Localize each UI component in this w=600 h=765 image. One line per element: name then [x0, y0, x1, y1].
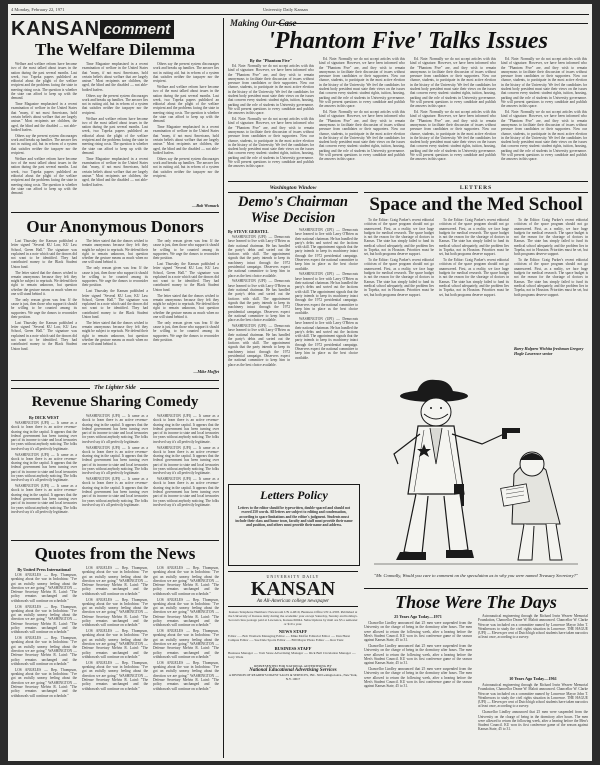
donors-col-1: Last Thursday the Kansan published a letter signed "Several KU Law, KU Law School, Green Hall." The signature was explained in a note which said the donors did not want to be identified. They had contributed money to the Black Student Union fund. The letter stated that the donors wished to remain anonymous because they felt they might be subject to reprisals. We defend their right to remain unknown, but question whether the gesture means as much when no one will stand behind it. The only reason given was fear. If the cause is just, then those who support it should be willing to be counted among its supporters. We urge the donors to reconsider their position. Last Thursday the Kansan published a letter signed "Several KU Law, KU Law School, Green Hall." The signature was explained in a note which said the donors did not want to be identified. They had contributed money to the Black Student Union fund. [11, 239, 77, 351]
space-title: Space and the Med School [369, 194, 583, 215]
washwindow-title: Demo's Chairman Wise Decision [238, 194, 348, 226]
washwindow-col-1: WASHINGTON (UPI) — Democrats have learned to live with Larry O'Brien as their national chairman. He has handled the party's debts and sorted out the factions with skill. The appointment signals that the party intends to keep its machinery intact through the 1972 presidential campaign. Observers expect the national committee to keep him in place as the best choice available. WASHINGTON (UPI) — Democrats have learned to live with Larry O'Brien as their national chairman. He has handled the party's debts and sorted out the factions with skill. The appointment signals that the party intends to keep its machinery intact through the 1972 presidential campaign. Observers expect the national committee to keep him in place as the best choice available. WASHINGTON (UPI) — Democrats have learned to live with Larry O'Brien as their national chairman. He has handled the party's debts and sorted out the factions with skill. The appointment signals that the party intends to keep its machinery intact through the 1972 presidential campaign. Observers expect the national committee to keep him in place as the best choice available. [228, 235, 290, 367]
welfare-title: The Welfare Dilemma [35, 40, 195, 59]
letters-policy-headline: Letters Policy [260, 488, 328, 502]
top-rule [11, 14, 589, 15]
space-label: LETTERS [364, 185, 588, 193]
quotes-title: Quotes from the News [34, 544, 196, 563]
welfare-signature: —Bob Womack [192, 203, 219, 208]
lighter-col-3: WASHINGTON (UPI) — It came as a shock to learn there is an active revenue-sharing ring in the capital. It appears that the federal government has been turning over part of its income to state and local treasuries for years without anybody noticing. The folks involved say it's all perfectly legitimate. WASHINGTON (UPI) — It came as a shock to learn there is an active revenue-sharing ring in the capital. It appears that the federal government has been turning over part of its income to state and local treasuries for years without anybody noticing. The folks involved say it's all perfectly legitimate. WASHINGTON (UPI) — It came as a shock to learn there is an active revenue-sharing ring in the capital. It appears that the federal government has been turning over part of its income to state and local treasuries for years without anybody noticing. The folks involved say it's all perfectly legitimate. [153, 414, 219, 507]
phantom-headline-block [228, 28, 588, 55]
donors-title: Our Anonymous Donors [26, 217, 204, 236]
business-staff-heading: BUSINESS STAFF [274, 645, 312, 651]
masthead-comment: comment [100, 20, 175, 39]
washwindow-label-block [228, 185, 358, 193]
washwindow-byline: By STEVE GERSTEL [228, 229, 269, 234]
donors-col-2: The letter stated that the donors wished to remain anonymous because they felt they might be subject to reprisals. We defend their right to remain unknown, but question whether the gesture means as much when no one will stand behind it. The only reason given was fear. If the cause is just, then those who support it should be willing to be counted among its supporters. We urge the donors to reconsider their position. Last Thursday the Kansan published a letter signed "Several KU Law, KU Law School, Green Hall." The signature was explained in a note which said the donors did not want to be identified. They had contributed money to the Black Student Union fund. The letter stated that the donors wished to remain anonymous because they felt they might be subject to reprisals. We defend their right to remain unknown, but question whether the gesture means as much when no one will stand behind it. [82, 239, 148, 347]
quotes-col-2: LOS ANGELES — Rep. Thompson, speaking about the war in Indochina: "I've got an awfully uneasy feeling about the direction we are going." WASHINGTON — Defense Secretary Melvin R. Laird: "The policy remains unchanged and the withdrawals will continue on schedule." LOS ANGELES — Rep. Thompson, speaking about the war in Indochina: "I've got an awfully uneasy feeling about the direction we are going." WASHINGTON — Defense Secretary Melvin R. Laird: "The policy remains unchanged and the withdrawals will continue on schedule." LOS ANGELES — Rep. Thompson, speaking about the war in Indochina: "I've got an awfully uneasy feeling about the direction we are going." WASHINGTON — Defense Secretary Melvin R. Laird: "The policy remains unchanged and the withdrawals will continue on schedule." LOS ANGELES — Rep. Thompson, speaking about the war in Indochina: "I've got an awfully uneasy feeling about the direction we are going." WASHINGTON — Defense Secretary Melvin R. Laird: "The policy remains unchanged and the withdrawals will continue on schedule." [82, 566, 148, 691]
those-col-3: Astronautical engineering through the Richard Irwin Weaver Memorial Foundation, Chancellor Deane W. Malott announced. Chancellor W. Clarke Wescoe was included on a committee named by Lawrence Mayor John T. Weatherwax to study the civil rights situation in Lawrence. THE HAGUE (UPI) — Eleven per cent of Dutch high school students have taken narcotics at least once, according to a survey. Chancellor Lindley announced that 25 men were suspended from the University on the charge of being in the dormitory after hours. The men were allowed to return the following week, after a hearing before the Men's Student Council. KU won its first conference game of the season against Kansas State, 45 to 31. [478, 683, 588, 732]
donors-headline-block [11, 217, 219, 237]
phantom-rule [228, 181, 588, 182]
donors-signature: —Mike Moffet [193, 369, 219, 374]
welfare-col-3: Others say the present system discourages work and breaks up families. The answer lies not in cutting aid, but in reform of a system that satisfies neither the taxpayer nor the recipient. Welfare and welfare reform have become two of the most talked about issues in the nation during the past several months. Last week, two Topeka papers published an editorial about the plight of the welfare recipient and the problems facing the state in meeting rising costs. The question is whether the state can afford to keep up with the demand. Time Magazine emphasized in a recent examination of welfare in the United States that "many, if not most Americans, hold certain beliefs about welfare that are largely untrue." Most recipients are children, the aged, the blind and the disabled — not able-bodied loafers. Others say the present system discourages work and breaks up families. The answer lies not in cutting aid, but in reform of a system that satisfies neither the taxpayer nor the recipient. [153, 62, 219, 178]
those-col-1: Chancellor Lindley announced that 25 men were suspended from the University on the charge of being in the dormitory after hours. The men were allowed to return the following week, after a hearing before the Men's Student Council. KU won its first conference game of the season against Kansas State, 45 to 31. Chancellor Lindley announced that 25 men were suspended from the University on the charge of being in the dormitory after hours. The men were allowed to return the following week, after a hearing before the Men's Student Council. KU won its first conference game of the season against Kansas State, 45 to 31. Chancellor Lindley announced that 25 men were suspended from the University on the charge of being in the dormitory after hours. The men were allowed to return the following week, after a hearing before the Men's Student Council. KU won its first conference game of the season against Kansas State, 45 to 31. [364, 621, 472, 689]
lighter-title: Revenue Sharing Comedy [31, 394, 199, 410]
those-title: Those Were The Days [395, 592, 557, 612]
lighter-headline-block [11, 394, 219, 411]
lighter-side-label: The Lighter Side [94, 385, 136, 391]
quotes-col-3: LOS ANGELES — Rep. Thompson, speaking about the war in Indochina: "I've got an awfully uneasy feeling about the direction we are going." WASHINGTON — Defense Secretary Melvin R. Laird: "The policy remains unchanged and the withdrawals will continue on schedule." LOS ANGELES — Rep. Thompson, speaking about the war in Indochina: "I've got an awfully uneasy feeling about the direction we are going." WASHINGTON — Defense Secretary Melvin R. Laird: "The policy remains unchanged and the withdrawals will continue on schedule." LOS ANGELES — Rep. Thompson, speaking about the war in Indochina: "I've got an awfully uneasy feeling about the direction we are going." WASHINGTON — Defense Secretary Melvin R. Laird: "The policy remains unchanged and the withdrawals will continue on schedule." LOS ANGELES — Rep. Thompson, speaking about the war in Indochina: "I've got an awfully uneasy feeling about the direction we are going." WASHINGTON — Defense Secretary Melvin R. Laird: "The policy remains unchanged and the withdrawals will continue on schedule." [153, 566, 219, 691]
lighter-col-1: WASHINGTON (UPI) — It came as a shock to learn there is an active revenue-sharing ring in the capital. It appears that the federal government has been turning over part of its income to state and local treasuries for years without anybody noticing. The folks involved say it's all perfectly legitimate. WASHINGTON (UPI) — It came as a shock to learn there is an active revenue-sharing ring in the capital. It appears that the federal government has been turning over part of its income to state and local treasuries for years without anybody noticing. The folks involved say it's all perfectly legitimate. WASHINGTON (UPI) — It came as a shock to learn there is an active revenue-sharing ring in the capital. It appears that the federal government has been turning over part of its income to state and local treasuries for years without anybody noticing. The folks involved say it's all perfectly legitimate. [11, 421, 77, 514]
washwindow-headline-block [228, 194, 358, 226]
section-masthead [11, 18, 174, 41]
donors-rule [11, 380, 219, 381]
those-sub-2: 10 Years Ago Today—1961 [509, 676, 557, 681]
phantom-col-1: Ed. Note: Normally we do not accept articles with this kind of signature. However, we have been informed who the "Phantom Five" are, and they wish to remain anonymous to facilitate their discussion of issues without pressure from candidates or their supporters. Now our chance, students, to participate in the most active election in the history of the University. We feel the candidates for student body president must state their views on the issues that concern every student: student rights, tuition, housing, parking and the role of students in University governance. We will present questions to every candidate and publish the answers in this space. Ed. Note: Normally we do not accept articles with this kind of signature. However, we have been informed who the "Phantom Five" are, and they wish to remain anonymous to facilitate their discussion of issues without pressure from candidates or their supporters. Now our chance, students, to participate in the most active election in the history of the University. We feel the candidates for student body president must state their views on the issues that concern every student: student rights, tuition, housing, parking and the role of students in University governance. We will present questions to every candidate and publish the answers in this space. [228, 64, 314, 169]
quotes-byline: By United Press International [17, 567, 71, 572]
space-headline-block [364, 194, 588, 216]
phantom-kicker: Making Our Case [230, 18, 297, 28]
column-divider [223, 18, 224, 758]
phantom-byline: By the "Phantom Five" [249, 58, 293, 63]
quotes-col-1: LOS ANGELES — Rep. Thompson, speaking about the war in Indochina: "I've got an awfully uneasy feeling about the direction we are going." WASHINGTON — Defense Secretary Melvin R. Laird: "The policy remains unchanged and the withdrawals will continue on schedule." LOS ANGELES — Rep. Thompson, speaking about the war in Indochina: "I've got an awfully uneasy feeling about the direction we are going." WASHINGTON — Defense Secretary Melvin R. Laird: "The policy remains unchanged and the withdrawals will continue on schedule." LOS ANGELES — Rep. Thompson, speaking about the war in Indochina: "I've got an awfully uneasy feeling about the direction we are going." WASHINGTON — Defense Secretary Melvin R. Laird: "The policy remains unchanged and the withdrawals will continue on schedule." LOS ANGELES — Rep. Thompson, speaking about the war in Indochina: "I've got an awfully uneasy feeling about the direction we are going." WASHINGTON — Defense Secretary Melvin R. Laird: "The policy remains unchanged and the withdrawals will continue on schedule." [11, 573, 77, 698]
space-col-1: To the Editor: Craig Parker's recent editorial criticism of the space program should not go unanswered. First, as a reality, we face huge budgets for medical research. The space budget is not the reason for the shortage of doctors in Kansas. The state has simply failed to fund its medical school adequately, and the problem lies in Topeka, not in Houston. Priorities must be set, but both programs deserve support. To the Editor: Craig Parker's recent editorial criticism of the space program should not go unanswered. First, as a reality, we face huge budgets for medical research. The space budget is not the reason for the shortage of doctors in Kansas. The state has simply failed to fund its medical school adequately, and the problem lies in Topeka, not in Houston. Priorities must be set, but both programs deserve support. [364, 218, 434, 297]
statement-tagline: An All-American college newspaper [228, 599, 358, 607]
welfare-col-2: Time Magazine emphasized in a recent examination of welfare in the United States that "many, if not most Americans, hold certain beliefs about welfare that are largely untrue." Most recipients are children, the aged, the blind and the disabled — not able-bodied loafers. Others say the present system discourages work and breaks up families. The answer lies not in cutting aid, but in reform of a system that satisfies neither the taxpayer nor the recipient. Welfare and welfare reform have become two of the most talked about issues in the nation during the past several months. Last week, two Topeka papers published an editorial about the plight of the welfare recipient and the problems facing the state in meeting rising costs. The question is whether the state can afford to keep up with the demand. Time Magazine emphasized in a recent examination of welfare in the United States that "many, if not most Americans, hold certain beliefs about welfare that are largely untrue." Most recipients are children, the aged, the blind and the disabled — not able-bodied loafers. [82, 62, 148, 187]
statement-info: Kansas Telephone Numbers: Newsroom UN 4-4810, Business Office UN 4-4358. Published at the University of Kansas daily during the academic year except Saturday, Sunday and holidays. Second class postage paid at Lawrence, Kansas 66044. Subscriptions by mail are $5 a semester or $10 a year. [228, 610, 358, 626]
donors-col-3: The only reason given was fear. If the cause is just, then those who support it should be willing to be counted among its supporters. We urge the donors to reconsider their position. Last Thursday the Kansan published a letter signed "Several KU Law, KU Law School, Green Hall." The signature was explained in a note which said the donors did not want to be identified. They had contributed money to the Black Student Union fund. The letter stated that the donors wished to remain anonymous because they felt they might be subject to reprisals. We defend their right to remain unknown, but question whether the gesture means as much when no one will stand behind it. The only reason given was fear. If the cause is just, then those who support it should be willing to be counted among its supporters. We urge the donors to reconsider their position. [153, 239, 219, 343]
space-signatures: Barry Halpern Wichita freshman Gregory Hogle Lawrence senior [514, 346, 584, 356]
those-headline-block [364, 592, 588, 613]
business-staff-list: Business Manager ..... Tom Stone Advertising Manager ..... Rick Bell Circulation Manager ..... Gary Wade [228, 650, 357, 660]
statement-label: UNIVERSITY DAILY [228, 571, 358, 579]
phantom-col-3: Ed. Note: Normally we do not accept articles with this kind of signature. However, we have been informed who the "Phantom Five" are, and they wish to remain anonymous to facilitate their discussion of issues without pressure from candidates or their supporters. Now our chance, students, to participate in the most active election in the history of the University. We feel the candidates for student body president must state their views on the issues that concern every student: student rights, tuition, housing, parking and the role of students in University governance. We will present questions to every candidate and publish the answers in this space. Ed. Note: Normally we do not accept articles with this kind of signature. However, we have been informed who the "Phantom Five" are, and they wish to remain anonymous to facilitate their discussion of issues without pressure from candidates or their supporters. Now our chance, students, to participate in the most active election in the history of the University. We feel the candidates for student body president must state their views on the issues that concern every student: student rights, tuition, housing, parking and the role of students in University governance. We will present questions to every candidate and publish the answers in this space. [410, 57, 496, 162]
those-sub-1: 25 Years Ago Today—1971 [394, 614, 442, 619]
cartoon-caption: "Mr. Connally, Would you care to comment on the speculation as to why you were named Treasury Secretary?" [374, 573, 578, 578]
rep-address: A DIVISION OF READER'S DIGEST SALES & SERVICES, INC. 360 Lexington Ave., New York, N.Y. 10017 [228, 672, 358, 681]
rep-label: REPRESENTED FOR NATIONAL ADVERTISING BY [254, 663, 332, 668]
letters-policy-box [228, 484, 360, 566]
space-col-2: To the Editor: Craig Parker's recent editorial criticism of the space program should not go unanswered. First, as a reality, we face huge budgets for medical research. The space budget is not the reason for the shortage of doctors in Kansas. The state has simply failed to fund its medical school adequately, and the problem lies in Topeka, not in Houston. Priorities must be set, but both programs deserve support. To the Editor: Craig Parker's recent editorial criticism of the space program should not go unanswered. First, as a reality, we face huge budgets for medical research. The space budget is not the reason for the shortage of doctors in Kansas. The state has simply failed to fund its medical school adequately, and the problem lies in Topeka, not in Houston. Priorities must be set, but both programs deserve support. [439, 218, 509, 297]
news-staff-heading: NEWS STAFF [278, 629, 308, 634]
phantom-col-2: Ed. Note: Normally we do not accept articles with this kind of signature. However, we have been informed who the "Phantom Five" are, and they wish to remain anonymous to facilitate their discussion of issues without pressure from candidates or their supporters. Now our chance, students, to participate in the most active election in the history of the University. We feel the candidates for student body president must state their views on the issues that concern every student: student rights, tuition, housing, parking and the role of students in University governance. We will present questions to every candidate and publish the answers in this space. Ed. Note: Normally we do not accept articles with this kind of signature. However, we have been informed who the "Phantom Five" are, and they wish to remain anonymous to facilitate their discussion of issues without pressure from candidates or their supporters. Now our chance, students, to participate in the most active election in the history of the University. We feel the candidates for student body president must state their views on the issues that concern every student: student rights, tuition, housing, parking and the role of students in University governance. We will present questions to every candidate and publish the answers in this space. [319, 57, 405, 162]
washwindow-col-2: WASHINGTON (UPI) — Democrats have learned to live with Larry O'Brien as their national chairman. He has handled the party's debts and sorted out the factions with skill. The appointment signals that the party intends to keep its machinery intact through the 1972 presidential campaign. Observers expect the national committee to keep him in place as the best choice available. WASHINGTON (UPI) — Democrats have learned to live with Larry O'Brien as their national chairman. He has handled the party's debts and sorted out the factions with skill. The appointment signals that the party intends to keep its machinery intact through the 1972 presidential campaign. Observers expect the national committee to keep him in place as the best choice available. WASHINGTON (UPI) — Democrats have learned to live with Larry O'Brien as their national chairman. He has handled the party's debts and sorted out the factions with skill. The appointment signals that the party intends to keep its machinery intact through the 1972 presidential campaign. Observers expect the national committee to keep him in place as the best choice available. [295, 228, 358, 360]
welfare-rule [11, 212, 219, 213]
rep-name: National Educational Advertising Services [249, 667, 337, 673]
kicker-rule [276, 23, 588, 24]
lighter-col-2: WASHINGTON (UPI) — It came as a shock to learn there is an active revenue-sharing ring in the capital. It appears that the federal government has been turning over part of its income to state and local treasuries for years without anybody noticing. The folks involved say it's all perfectly legitimate. WASHINGTON (UPI) — It came as a shock to learn there is an active revenue-sharing ring in the capital. It appears that the federal government has been turning over part of its income to state and local treasuries for years without anybody noticing. The folks involved say it's all perfectly legitimate. WASHINGTON (UPI) — It came as a shock to learn there is an active revenue-sharing ring in the capital. It appears that the federal government has been turning over part of its income to state and local treasuries for years without anybody noticing. The folks involved say it's all perfectly legitimate. [82, 414, 148, 507]
space-col-3: To the Editor: Craig Parker's recent editorial criticism of the space program should not go unanswered. First, as a reality, we face huge budgets for medical research. The space budget is not the reason for the shortage of doctors in Kansas. The state has simply failed to fund its medical school adequately, and the problem lies in Topeka, not in Houston. Priorities must be set, but both programs deserve support. To the Editor: Craig Parker's recent editorial criticism of the space program should not go unanswered. First, as a reality, we face huge budgets for medical research. The space budget is not the reason for the shortage of doctors in Kansas. The state has simply failed to fund its medical school adequately, and the problem lies in Topeka, not in Houston. Priorities must be set, but both programs deserve support. [514, 218, 588, 297]
newspaper-page [8, 4, 592, 761]
folio: 4 Monday, February 22, 1971 [11, 7, 65, 12]
phantom-col-4: Ed. Note: Normally we do not accept articles with this kind of signature. However, we have been informed who the "Phantom Five" are, and they wish to remain anonymous to facilitate their discussion of issues without pressure from candidates or their supporters. Now our chance, students, to participate in the most active election in the history of the University. We feel the candidates for student body president must state their views on the issues that concern every student: student rights, tuition, housing, parking and the role of students in University governance. We will present questions to every candidate and publish the answers in this space. Ed. Note: Normally we do not accept articles with this kind of signature. However, we have been informed who the "Phantom Five" are, and they wish to remain anonymous to facilitate their discussion of issues without pressure from candidates or their supporters. Now our chance, students, to participate in the most active election in the history of the University. We feel the candidates for student body president must state their views on the issues that concern every student: student rights, tuition, housing, parking and the role of students in University governance. We will present questions to every candidate and publish the answers in this space. [501, 57, 587, 162]
welfare-headline-block [11, 40, 219, 60]
lighter-byline: By DICK WEST [29, 415, 59, 420]
masthead-kansan: KANSAN [11, 18, 100, 40]
lighter-rule [11, 540, 219, 541]
statement-box [228, 571, 358, 757]
letters-policy-text: Letters to the editor should be typewritten, double-spaced and should not exceed 250 words. All letters are subject to editing and condensation, according to space limitations and the editor's judgment. Students must include their class and home town, faculty and staff must provide their name and position, and others must provide their name and address. [235, 506, 353, 528]
space-label-block [364, 185, 588, 193]
paper-name: University Daily Kansan [263, 7, 308, 12]
news-staff-list: Editor ..... Bob Womack Managing Editor ..... Mike Moffet Editorial Editor ..... Dan Hurst Campus Editor ..... Sue Dale Sports Editor ..... Bill Mayer Photo Editor ..... Ron Tietz [228, 634, 351, 643]
editorial-cartoon [364, 374, 588, 572]
those-col-2: Astronautical engineering through the Richard Irwin Weaver Memorial Foundation, Chancellor Deane W. Malott announced. Chancellor W. Clarke Wescoe was included on a committee named by Lawrence Mayor John T. Weatherwax to study the civil rights situation in Lawrence. THE HAGUE (UPI) — Eleven per cent of Dutch high school students have taken narcotics at least once, according to a survey. [478, 614, 588, 640]
quotes-headline-block [11, 544, 219, 564]
statement-name: KANSAN [250, 578, 336, 600]
cartoon-drawing [364, 374, 588, 572]
washwindow-label: Washington Window [228, 185, 358, 193]
phantom-title: 'Phantom Five' Talks Issues [268, 28, 548, 54]
lighter-side-label-row [11, 385, 219, 391]
welfare-col-1: Welfare and welfare reform have become two of the most talked about issues in the nation during the past several months. Last week, two Topeka papers published an editorial about the plight of the welfare recipient and the problems facing the state in meeting rising costs. The question is whether the state can afford to keep up with the demand. Time Magazine emphasized in a recent examination of welfare in the United States that "many, if not most Americans, hold certain beliefs about welfare that are largely untrue." Most recipients are children, the aged, the blind and the disabled — not able-bodied loafers. Others say the present system discourages work and breaks up families. The answer lies not in cutting aid, but in reform of a system that satisfies neither the taxpayer nor the recipient. Welfare and welfare reform have become two of the most talked about issues in the nation during the past several months. Last week, two Topeka papers published an editorial about the plight of the welfare recipient and the problems facing the state in meeting rising costs. The question is whether the state can afford to keep up with the demand. [11, 62, 77, 196]
cartoon-rule [364, 588, 588, 589]
